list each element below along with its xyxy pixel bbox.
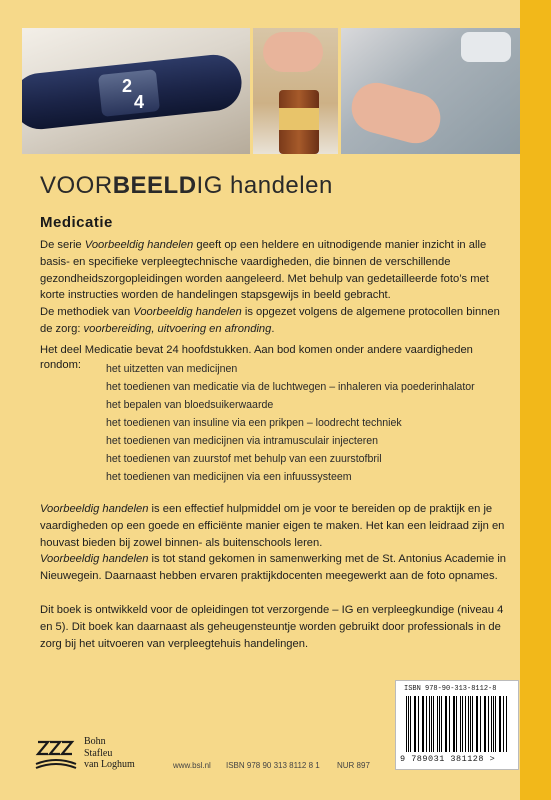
- barcode-isbn-text: ISBN 978-90-313-8112-8: [404, 685, 497, 693]
- collaboration-paragraph: Voorbeeldig handelen is tot stand gekomen in samenwerking met de St. Antonius Academie in Nieuwegein. Daarnaast hebben ervaren praktijkdocenten meegewerkt aan de foto opnames.: [40, 553, 507, 582]
- list-item: het bepalen van bloedsuikerwaarde: [106, 399, 274, 411]
- intro-paragraph: De serie Voorbeeldig handelen geeft op een heldere en uitnodigende manier inzicht in alle basis- en specifieke verpleegtechnische vaardigheden, die binnen de verschillende gezondheidszorgopleidingen worden aangeleerd. Met behulp van gedetailleerde foto’s met korte instructies worden de handelingen stapsgewijs in beeld gebracht.: [40, 239, 489, 302]
- rondom-label: rondom:: [40, 359, 82, 371]
- audience-paragraph: Dit boek is ontwikkeld voor de opleidingen tot verzorgende – IG en verpleegkundige (niveau 4 en 5). Dit boek kan daarnaast als geheugensteuntje worden gebruikt door professionals in de zorg bij het uitvoeren van verpleegtehuis handelingen.: [40, 604, 504, 650]
- barcode-bar: [406, 696, 407, 752]
- spine-strip: [520, 0, 551, 800]
- barcode-bar: [468, 696, 469, 752]
- photo-insulin-pen: [22, 28, 250, 154]
- isbn-barcode: [395, 680, 519, 770]
- footer-isbn: ISBN 978 90 313 8112 8 1: [226, 761, 320, 770]
- pen-number-bottom: 4: [134, 92, 145, 112]
- list-item: het uitzetten van medicijnen: [106, 363, 238, 375]
- list-item: het toedienen van zuurstof met behulp van een zuurstofbril: [106, 453, 382, 465]
- book-title: Medicatie: [40, 214, 113, 231]
- list-item: het toedienen van medicatie via de luchtwegen – inhaleren via poederinhalator: [106, 381, 475, 393]
- barcode-bar: [485, 696, 486, 752]
- pen-number-top: 2: [122, 76, 133, 96]
- hand-image: [263, 32, 323, 72]
- footer-nur: NUR 897: [337, 761, 370, 770]
- skills-list: [106, 360, 475, 486]
- photo-strip: [22, 28, 520, 154]
- usage-paragraph: Voorbeeldig handelen is een effectief hulpmiddel om je voor te bereiden op de praktijk en je vaardigheden op een goede en efficiënte manier eigen te maken. Het kan een leidraad zijn en houvast bieden bij zowel binnen- als buitenschools leren.: [40, 503, 505, 549]
- publisher-name: Bohn Stafleu van Loghum: [84, 736, 135, 770]
- barcode-bar: [429, 696, 430, 752]
- list-item: het toedienen van insuline via een prikpen – loodrecht techniek: [106, 417, 402, 429]
- barcode-bar: [493, 696, 494, 752]
- method-paragraph: De methodiek van Voorbeeldig handelen is opgezet volgens de algemene protocollen binnen de zorg: voorbereiding, uitvoering en afronding.: [40, 306, 500, 335]
- barcode-bar: [460, 696, 461, 752]
- barcode-bar: [449, 696, 450, 752]
- barcode-digits: 9 789031 381128 >: [400, 754, 496, 764]
- barcode-bar: [426, 696, 427, 752]
- barcode-bar: [506, 696, 507, 752]
- barcode-bar: [472, 696, 473, 752]
- barcode-bar: [499, 696, 500, 752]
- footer-url: www.bsl.nl: [173, 761, 211, 770]
- barcode-bar: [480, 696, 481, 752]
- barcode-bar: [441, 696, 442, 752]
- list-item: het toedienen van medicijnen via intramusculair injecteren: [106, 435, 379, 447]
- barcode-bar: [437, 696, 438, 752]
- series-heading: VOORBEELDIG handelen: [40, 172, 333, 199]
- publisher-logo-icon: [34, 738, 78, 770]
- barcode-bar: [418, 696, 419, 752]
- chapters-paragraph: Het deel Medicatie bevat 24 hoofdstukken. Aan bod komen onder andere vaardigheden: [40, 344, 473, 356]
- photo-medicine-bottle: [253, 28, 338, 154]
- barcode-bar: [456, 696, 457, 752]
- barcode-bars: [406, 696, 508, 752]
- barcode-bar: [414, 696, 415, 752]
- photo-handwashing: [341, 28, 520, 154]
- hands-image: [346, 77, 446, 149]
- bottle-label-image: [279, 108, 319, 130]
- list-item: het toedienen van medicijnen via een infuussysteem: [106, 471, 352, 483]
- tap-image: [461, 32, 511, 62]
